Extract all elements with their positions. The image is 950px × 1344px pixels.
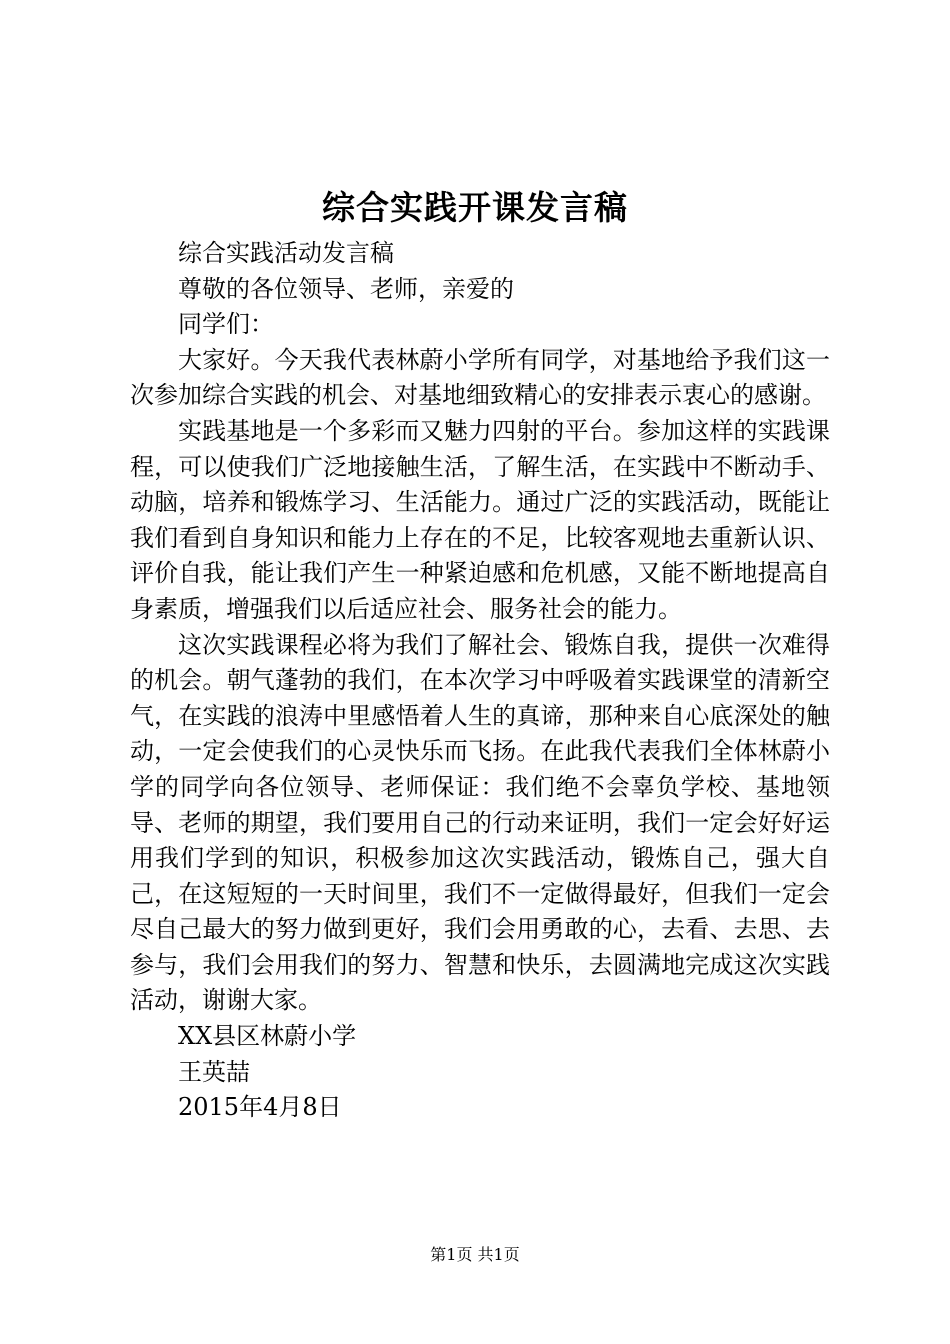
salutation-line-1: 尊敬的各位领导、老师，亲爱的 <box>178 274 514 303</box>
signature-name: 王英喆 <box>178 1057 250 1086</box>
page-title: 综合实践开课发言稿 <box>322 188 628 227</box>
document-body <box>130 236 830 1126</box>
page-footer: 第1页 共1页 <box>430 1245 520 1264</box>
speech-heading-line: 综合实践活动发言稿 <box>178 239 394 267</box>
salutation-line-2: 同学们： <box>178 310 274 339</box>
body-paragraph-1: 大家好。今天我代表林蔚小学所有同学，对基地给予我们这一次参加综合实践的机会、对基地细致精心的安排表示衷心的感谢。 <box>130 345 830 410</box>
signature-date: 2015年4月8日 <box>178 1093 342 1122</box>
body-paragraph-3: 这次实践课程必将为我们了解社会、锻炼自我，提供一次难得的机会。朝气蓬勃的我们，在本次学习中呼吸着实践课堂的清新空气，在实践的浪涛中里感悟着人生的真谛，那种来自心底深处的触动，一定会使我们的心灵快乐而飞扬。在此我代表我们全体林蔚小学的同学向各位领导、老师保证：我们绝不会辜负学校、基地领导、老师的期望，我们要用自己的行动来证明，我们一定会好好运用我们学到的知识，积极参加这次实践活动，锻炼自己，强大自己，在这短短的一天时间里，我们不一定做得最好，但我们一定会尽自己最大的努力做到更好，我们会用勇敢的心，去看、去思、去参与，我们会用我们的努力、智慧和快乐，去圆满地完成这次实践活动，谢谢大家。 <box>130 630 830 1015</box>
body-paragraph-2: 实践基地是一个多彩而又魅力四射的平台。参加这样的实践课程，可以使我们广泛地接触生活，了解生活，在实践中不断动手、动脑，培养和锻炼学习、生活能力。通过广泛的实践活动，既能让我们看到自身知识和能力上存在的不足，比较客观地去重新认识、评价自我，能让我们产生一种紧迫感和危机感，又能不断地提高自身素质，增强我们以后适应社会、服务社会的能力。 <box>130 416 830 623</box>
signature-school: XX县区林蔚小学 <box>178 1022 357 1051</box>
